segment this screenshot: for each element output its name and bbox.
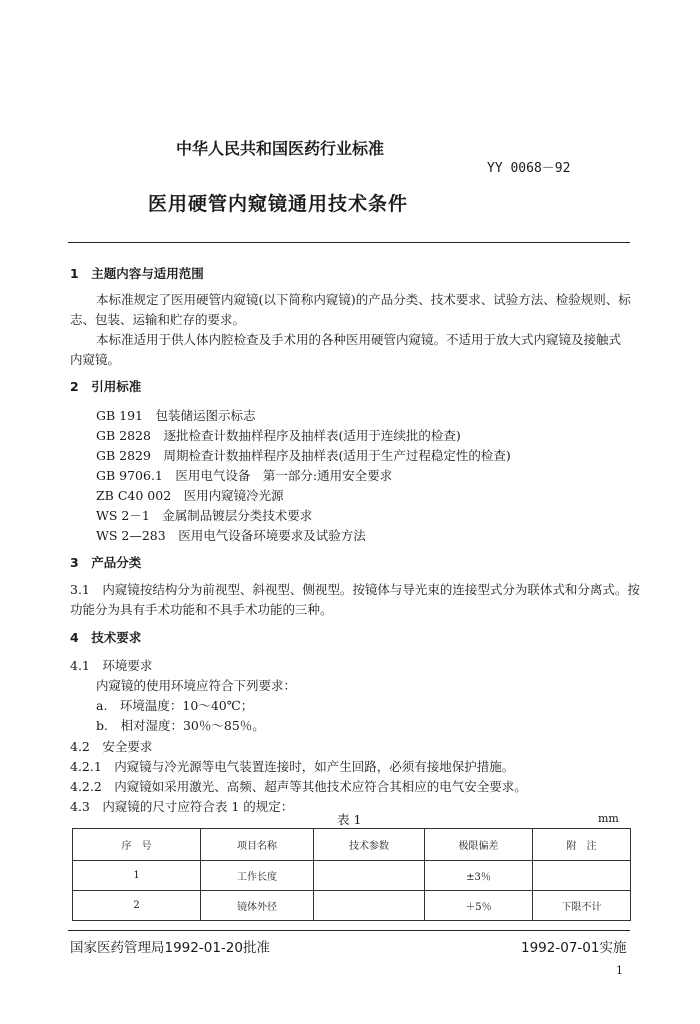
reference-item: ZB C40 002 医用内窥镜冷光源 — [96, 488, 284, 503]
section-4-1-item-a: a. 环境温度：10～40℃； — [96, 698, 254, 713]
table-cell: ±3％ — [425, 861, 533, 891]
section-1-para-1-line-2: 志、包装、运输和贮存的要求。 — [70, 312, 246, 327]
table-cell — [314, 861, 425, 891]
effective-date: 1992-07-01实施 — [521, 940, 627, 956]
table-cell — [314, 891, 425, 921]
section-3-heading: 3 产品分类 — [70, 555, 142, 570]
table-cell: 工作长度 — [201, 861, 314, 891]
approval-info: 国家医药管理局1992-01-20批准 — [70, 940, 270, 956]
section-1-para-2-line-2: 内窥镜。 — [70, 352, 121, 367]
reference-item: WS 2－1 金属制品镀层分类技术要求 — [96, 508, 313, 523]
table-row — [73, 861, 631, 891]
section-4-2-2: 4.2.2 内窥镜如采用激光、高频、超声等其他技术应符合其相应的电气安全要求。 — [70, 779, 527, 794]
section-1-para-2-line-1: 本标准适用于供人体内腔检查及手术用的各种医用硬管内窥镜。不适用于放大式内窥镜及接触式 — [96, 332, 622, 347]
table-unit: mm — [598, 812, 619, 825]
section-4-1-intro: 内窥镜的使用环境应符合下列要求： — [96, 678, 297, 693]
section-2-heading: 2 引用标准 — [70, 379, 142, 394]
table-cell — [533, 861, 631, 891]
reference-item: GB 191 包装储运图示标志 — [96, 408, 256, 423]
table-caption: 表 1 — [337, 812, 362, 827]
reference-item: WS 2—283 医用电气设备环境要求及试验方法 — [96, 528, 366, 543]
section-3-para-line-2: 功能分为具有手术功能和不具手术功能的三种。 — [70, 602, 333, 617]
footer-rule — [68, 930, 630, 931]
standard-code: YY 0068－92 — [487, 161, 571, 176]
section-4-1-item-b: b. 相对湿度：30％～85％。 — [96, 718, 265, 733]
section-1-heading: 1 主题内容与适用范围 — [70, 266, 204, 281]
table-header-cell: 极限偏差 — [425, 829, 533, 861]
section-4-heading: 4 技术要求 — [70, 630, 142, 645]
table-header-cell: 项目名称 — [201, 829, 314, 861]
table-cell: 下限不计 — [533, 891, 631, 921]
table-cell: 1 — [73, 861, 201, 891]
section-3-para-line-1: 3.1 内窥镜按结构分为前视型、斜视型、侧视型。按镜体与导光束的连接型式分为联体式和分离式。按 — [70, 582, 640, 597]
table-cell: 2 — [73, 891, 201, 921]
industry-standard-title: 中华人民共和国医药行业标准 — [176, 139, 385, 158]
reference-item: GB 2829 周期检查计数抽样程序及抽样表(适用于生产过程稳定性的检查) — [96, 448, 511, 463]
section-4-1-heading: 4.1 环境要求 — [70, 658, 153, 673]
table-cell: ＋5％ — [425, 891, 533, 921]
section-4-2-heading: 4.2 安全要求 — [70, 739, 153, 754]
table-header-cell: 序 号 — [73, 829, 201, 861]
reference-item: GB 2828 逐批检查计数抽样程序及抽样表(适用于连续批的检查) — [96, 428, 461, 443]
section-4-2-1: 4.2.1 内窥镜与冷光源等电气装置连接时，如产生回路，必须有接地保护措施。 — [70, 759, 515, 774]
reference-item: GB 9706.1 医用电气设备 第一部分:通用安全要求 — [96, 468, 393, 483]
table-header-cell: 技术参数 — [314, 829, 425, 861]
table-row — [73, 891, 631, 921]
table-header-row — [73, 829, 631, 861]
header-rule — [68, 242, 630, 243]
section-4-3: 4.3 内窥镜的尺寸应符合表 1 的规定： — [70, 799, 294, 814]
table-header-cell: 附 注 — [533, 829, 631, 861]
dimension-table — [72, 828, 631, 921]
document-title: 医用硬管内窥镜通用技术条件 — [148, 193, 409, 215]
table-cell: 镜体外径 — [201, 891, 314, 921]
page-number: 1 — [616, 964, 623, 977]
section-1-para-1-line-1: 本标准规定了医用硬管内窥镜(以下简称内窥镜)的产品分类、技术要求、试验方法、检验规则、标 — [96, 292, 631, 307]
